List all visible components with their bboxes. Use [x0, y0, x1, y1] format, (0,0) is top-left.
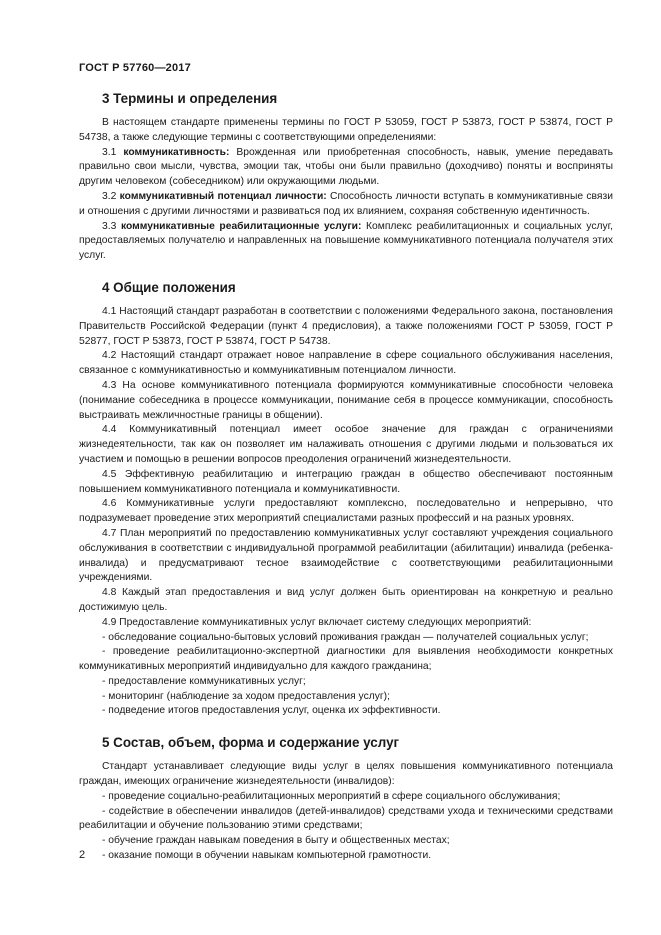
paragraph: 4.1 Настоящий стандарт разработан в соответствии с положениями Федерального закона, постановления Правительств Российской Федерации (пункт 4 предисловия), а также положениями ГОСТ Р 53059, ГОСТ Р 52877, ГОСТ Р 53873, ГОСТ Р 53874, ГОСТ Р 54738. [79, 305, 613, 347]
term-number: 3.1 [102, 146, 117, 158]
document-header: ГОСТ Р 57760—2017 [79, 62, 191, 74]
list-item: - проведение реабилитационно-экспертной диагностики для выявления необходимости конкретных коммуникативных мероприятий индивидуально для каждого гражданина; [79, 646, 613, 673]
paragraph: 4.4 Коммуникативный потенциал имеет особое значение для граждан с ограничениями жизнедеятельности, так как он позволяет им налаживать отношения с другими людьми и пользоваться их участием и помощью в решении вопросов преодоления ограничений жизнедеятельности. [79, 424, 613, 465]
section-5-title: 5 Состав, объем, форма и содержание услуг [102, 735, 400, 751]
paragraph: 4.9 Предоставление коммуникативных услуг включает систему следующих мероприятий: [102, 616, 532, 628]
section-4-title: 4 Общие положения [102, 279, 236, 295]
section-3-intro: В настоящем стандарте применены термины по ГОСТ Р 53059, ГОСТ Р 53873, ГОСТ Р 53874, ГОСТ Р 54738, а также следующие термины с соответствующими определениями: [79, 117, 613, 143]
list-item: - оказание помощи в обучении навыкам компьютерной грамотности. [102, 850, 432, 862]
term-text: Врожденная или приобретенная способность, навык, умение передавать правильно свои мысли, чувства, эмоции так, чтобы они были правильно (доходчиво) поняты и восприняты другим человеком (собеседником) или окружающими людьми. [79, 146, 613, 188]
list-item: - мониторинг (наблюдение за ходом предоставления услуг); [102, 690, 390, 702]
term-definition [79, 220, 613, 264]
term-name: коммуникативный потенциал личности: [119, 190, 327, 202]
term-definition [79, 146, 613, 190]
term-text: Способность личности вступать в коммуникативные связи и отношения с другими личностями и развиваться под их влиянием, сохраняя собственную идентичность. [79, 190, 613, 217]
list-item: - содействие в обеспечении инвалидов (детей-инвалидов) средствами ухода и техническими средствами реабилитации и обучение пользованию этими средствами; [79, 805, 613, 832]
paragraph: 4.2 Настоящий стандарт отражает новое направление в сфере социального обслуживания населения, связанное с коммуникативностью и коммуникативным потенциалом личности. [79, 350, 613, 377]
list-item: - проведение социально-реабилитационных мероприятий в сфере социального обслуживания; [102, 790, 561, 802]
document-body [79, 90, 613, 864]
paragraph: 4.6 Коммуникативные услуги предоставляют комплексно, последовательно и непрерывно, что подразумевает проведение этих мероприятий специалистами разных профессий и на разных уровнях. [79, 498, 613, 525]
term-definition [79, 190, 613, 220]
section-5-intro: Стандарт устанавливает следующие виды услуг в целях повышения коммуникативного потенциала граждан, имеющих ограничение жизнедеятельности (инвалидов): [79, 761, 613, 788]
term-number: 3.3 [102, 220, 117, 232]
list-item: - обучение граждан навыкам поведения в быту и общественных местах; [102, 835, 450, 847]
term-name: коммуникативность: [123, 146, 230, 158]
section-3-title: 3 Термины и определения [102, 91, 278, 106]
term-name: коммуникативные реабилитационные услуги: [120, 220, 362, 232]
list-item: - обследование социально-бытовых условий проживания граждан — получателей социальных услуг; [102, 631, 589, 643]
paragraph: 4.3 На основе коммуникативного потенциала формируются коммуникативные способности человека (понимание собеседника в процессе коммуникации, понимание себя в процессе коммуникации, способность выстраивать межличностные границы в общении). [79, 379, 613, 421]
term-number: 3.2 [102, 190, 117, 202]
page-number: 2 [79, 849, 86, 861]
list-item: - подведение итогов предоставления услуг, оценка их эффективности. [102, 705, 441, 717]
paragraph: 4.7 План мероприятий по предоставлению коммуникативных услуг составляют учреждения социального обслуживания в соответствии с индивидуальной программой реабилитации (абилитации) инвалида (ребенка-инвалида) и предусматривают тесное взаимодействие с соответствующими реабилитационными учреждениями. [79, 527, 613, 584]
paragraph: 4.8 Каждый этап предоставления и вид услуг должен быть ориентирован на конкретную и реально достижимую цель. [79, 587, 613, 613]
list-item: - предоставление коммуникативных услуг; [102, 675, 306, 687]
paragraph: 4.5 Эффективную реабилитацию и интеграцию граждан в общество обеспечивают постоянным повышением коммуникативного потенциала и коммуникативности. [79, 468, 613, 495]
term-text: Комплекс реабилитационных и социальных услуг, предоставляемых получателю и направленных на повышение коммуникативного потенциала получателя этих услуг. [79, 220, 613, 262]
